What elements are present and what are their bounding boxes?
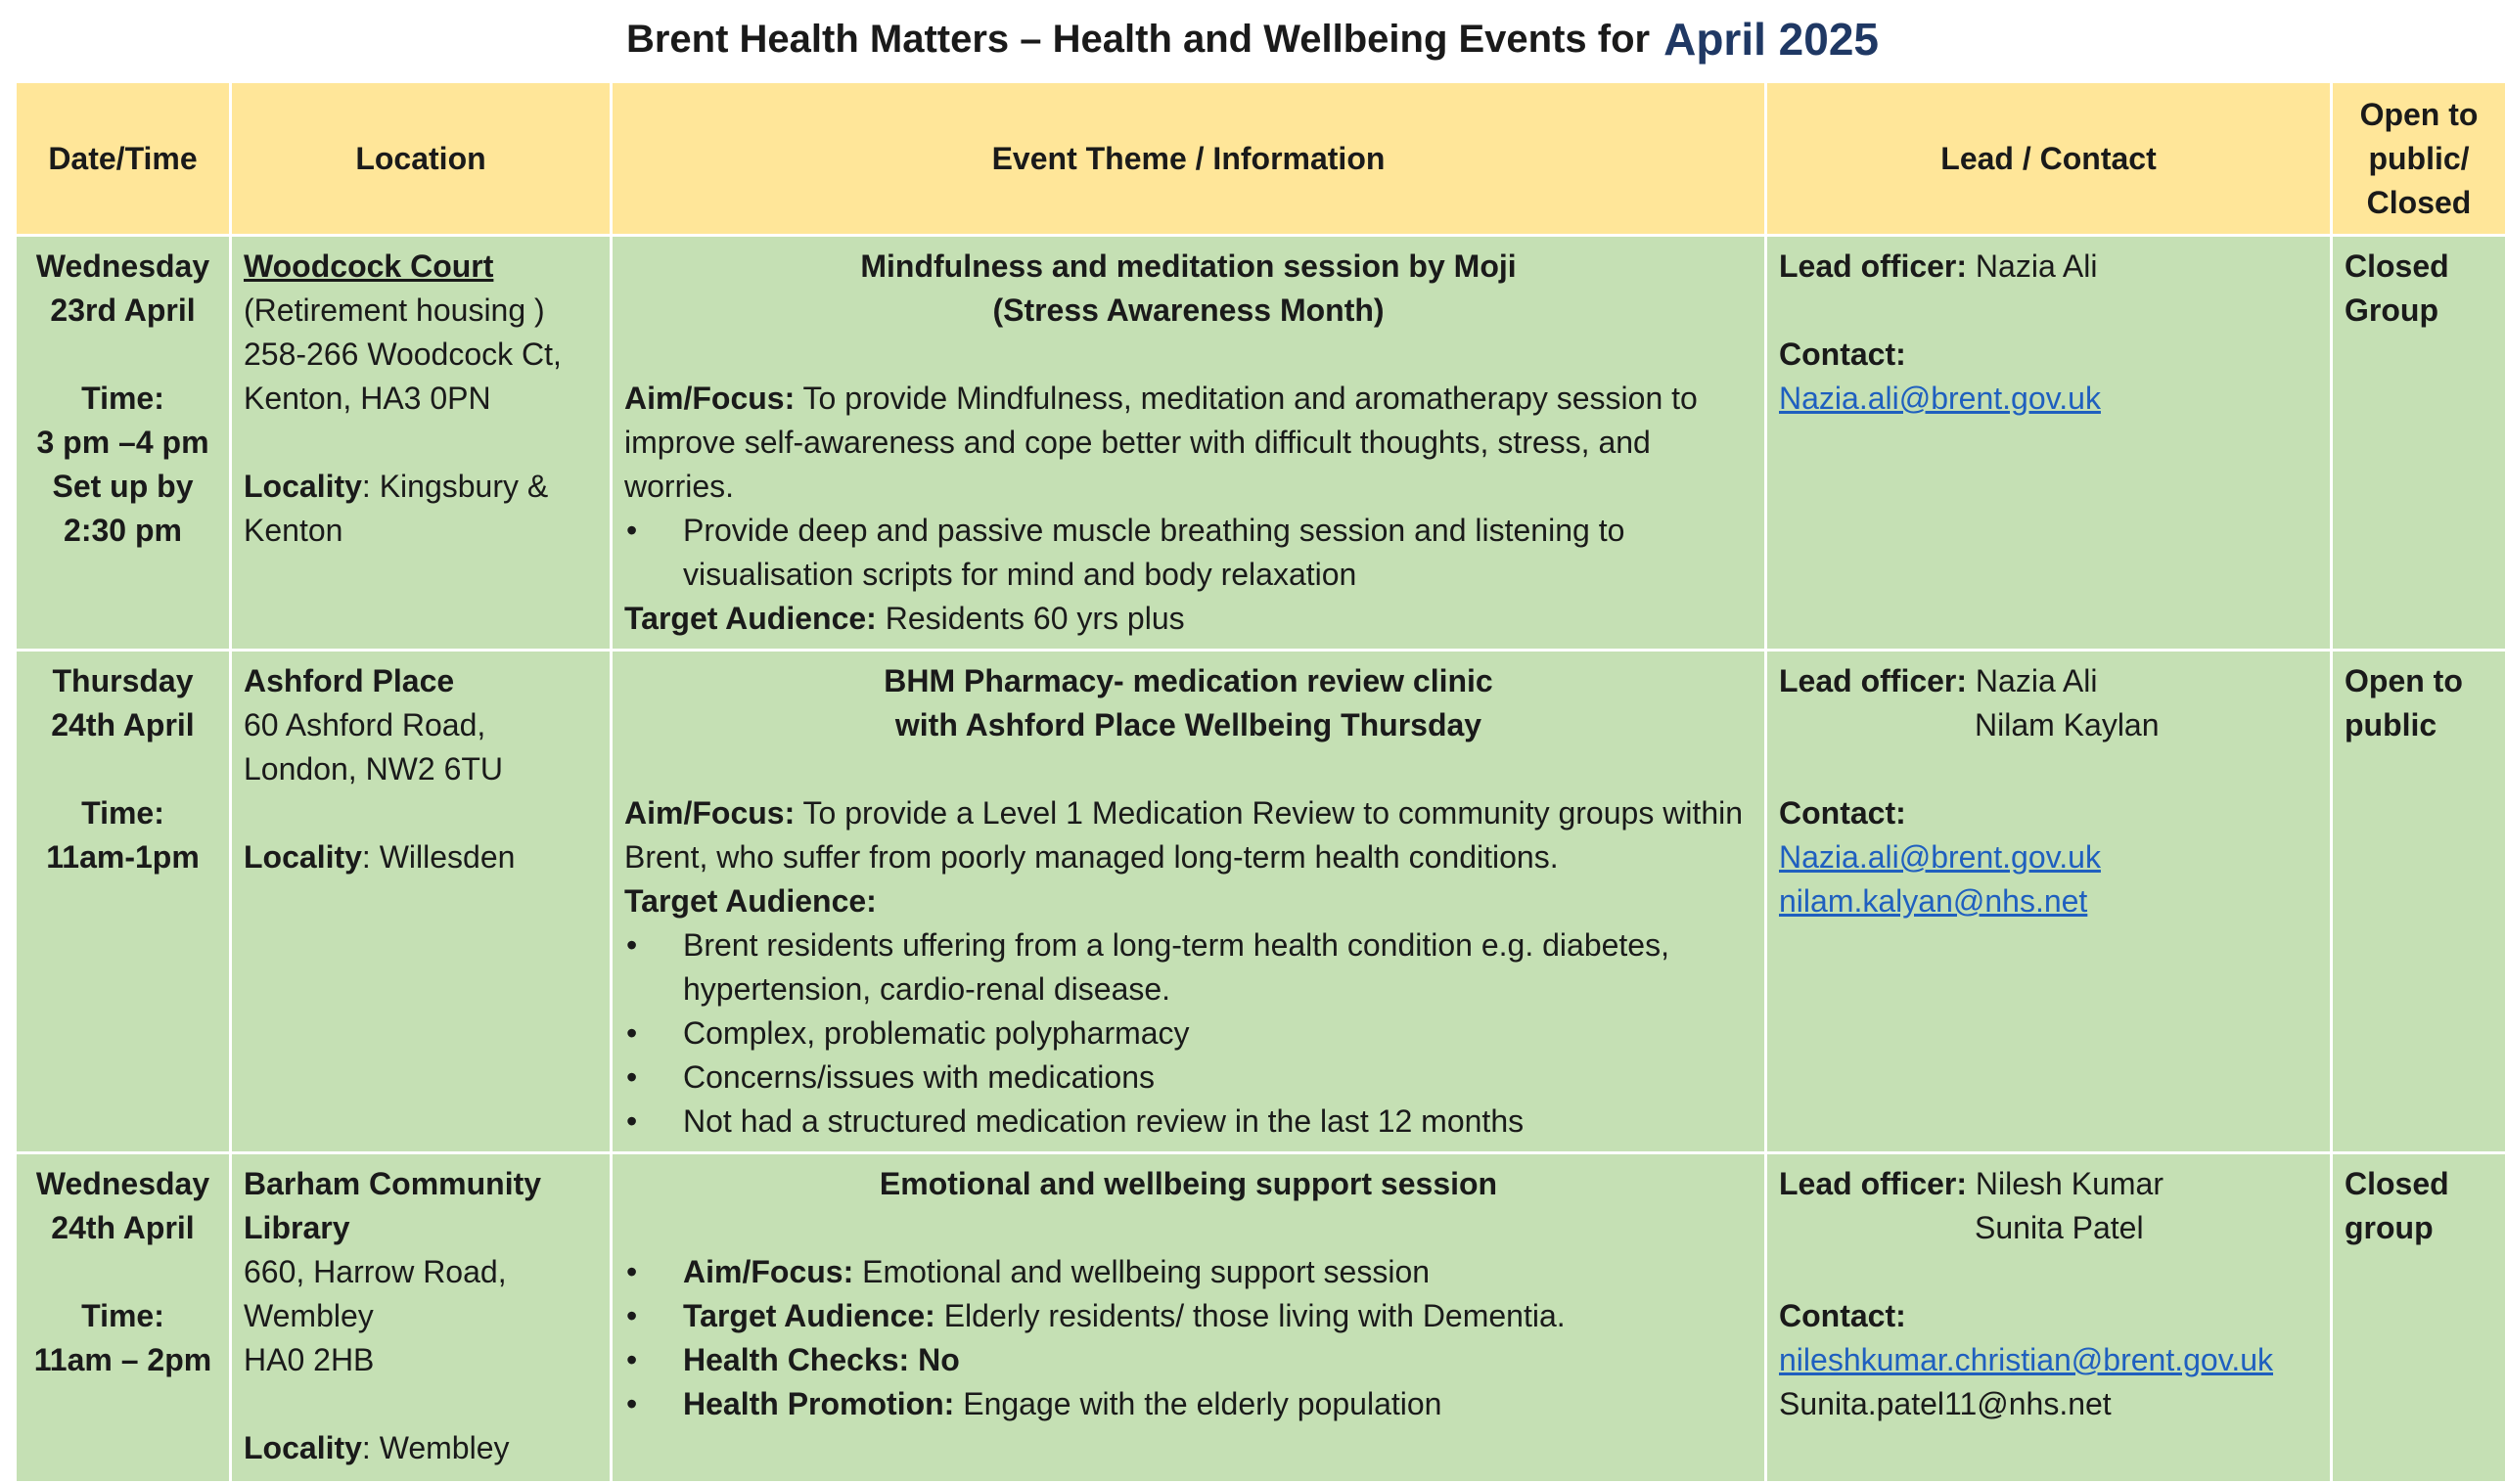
time-value: 11am-1pm	[28, 835, 217, 879]
lead-name: Nazia Ali	[1967, 248, 2097, 284]
date-day: Thursday	[28, 659, 217, 703]
lead-cell	[1766, 1153, 2332, 1483]
aim-label: Aim/Focus:	[624, 381, 795, 416]
table-row	[16, 236, 2505, 651]
table-row	[16, 651, 2505, 1153]
lead-officer	[1779, 1162, 2318, 1206]
address-line: London, NW2 6TU	[244, 747, 598, 791]
location-name: Ashford Place	[244, 659, 598, 703]
location-name-cont: Library	[244, 1206, 598, 1250]
contact-label: Contact:	[1779, 791, 2318, 835]
location-cell	[231, 1153, 612, 1483]
status-line: public	[2345, 703, 2493, 747]
locality-label: Locality	[244, 469, 362, 504]
location-cell	[231, 651, 612, 1153]
locality	[244, 1426, 598, 1470]
status-line: Closed	[2345, 245, 2493, 289]
header-location: Location	[231, 82, 612, 236]
date-day: Wednesday	[28, 1162, 217, 1206]
header-open-line: Open to	[2345, 93, 2493, 137]
status-line: Closed	[2345, 1162, 2493, 1206]
contact-email-link[interactable]: nileshkumar.christian@brent.gov.uk	[1779, 1342, 2273, 1377]
event-bullets	[624, 1250, 1753, 1426]
lead-officer	[1779, 245, 2318, 289]
event-title: Emotional and wellbeing support session	[624, 1162, 1753, 1206]
list-item: • Provide deep and passive muscle breathing session and listening to visualisation scripts for mind and body relaxation	[624, 509, 1753, 597]
event-cell	[612, 236, 1766, 651]
title-highlight: April 2025	[1663, 13, 1879, 66]
event-subtitle: (Stress Awareness Month)	[624, 289, 1753, 333]
aim-label: Aim/Focus:	[624, 795, 795, 831]
target-label: Target Audience:	[624, 601, 877, 636]
time-value: 11am – 2pm	[28, 1338, 217, 1382]
header-lead: Lead / Contact	[1766, 82, 2332, 236]
bullet-text: Elderly residents/ those living with Dementia.	[935, 1298, 1566, 1333]
event-bullets	[624, 509, 1753, 597]
locality	[244, 835, 598, 879]
location-cell	[231, 236, 612, 651]
location-subtitle: (Retirement housing )	[244, 289, 598, 333]
contact-email-text: Sunita.patel11@nhs.net	[1779, 1382, 2318, 1426]
header-date: Date/Time	[16, 82, 231, 236]
lead-name-2: Nilam Kaylan	[1779, 703, 2318, 747]
title-main: Brent Health Matters – Health and Wellbeing Events for	[626, 18, 1650, 62]
locality-value-cont: Kenton	[244, 509, 598, 553]
lead-cell	[1766, 236, 2332, 651]
locality-value: : Kingsbury &	[362, 469, 548, 504]
date-cell	[16, 236, 231, 651]
contact-email-link[interactable]: Nazia.ali@brent.gov.uk	[1779, 381, 2101, 416]
locality	[244, 465, 598, 509]
time-label: Time:	[28, 377, 217, 421]
status-cell	[2332, 651, 2505, 1153]
status-line: Open to	[2345, 659, 2493, 703]
lead-name-2: Sunita Patel	[1779, 1206, 2318, 1250]
lead-officer	[1779, 659, 2318, 703]
header-open	[2332, 82, 2505, 236]
lead-label: Lead officer:	[1779, 663, 1967, 698]
address-line: 258-266 Woodcock Ct,	[244, 333, 598, 377]
status-line: group	[2345, 1206, 2493, 1250]
bullet-label: Aim/Focus:	[683, 1254, 853, 1289]
aim-text: To provide a Level 1 Medication Review to community groups within Brent, who suffer from poorly managed long-term health conditions.	[624, 795, 1743, 875]
contact-label: Contact:	[1779, 333, 2318, 377]
date-date: 23rd April	[28, 289, 217, 333]
events-table	[14, 80, 2505, 1484]
header-open-line: public/	[2345, 137, 2493, 181]
lead-name: Nazia Ali	[1967, 663, 2097, 698]
page-title	[0, 0, 2505, 78]
location-name[interactable]: Woodcock Court	[244, 245, 598, 289]
setup-label: Set up by	[28, 465, 217, 509]
status-cell	[2332, 236, 2505, 651]
event-title: Mindfulness and meditation session by Moji	[624, 245, 1753, 289]
locality-value: : Wembley	[362, 1430, 510, 1465]
locality-label: Locality	[244, 1430, 362, 1465]
locality-value: : Willesden	[362, 839, 516, 875]
time-label: Time:	[28, 791, 217, 835]
location-name: Barham Community	[244, 1162, 598, 1206]
list-item: • Complex, problematic polypharmacy	[624, 1012, 1753, 1056]
event-cell	[612, 651, 1766, 1153]
lead-label: Lead officer:	[1779, 1166, 1967, 1201]
list-item: • Not had a structured medication review in the last 12 months	[624, 1100, 1753, 1144]
event-cell	[612, 1153, 1766, 1483]
date-cell	[16, 1153, 231, 1483]
contact-email-link[interactable]: Nazia.ali@brent.gov.uk	[1779, 839, 2101, 875]
target-label: Target Audience:	[624, 879, 1753, 923]
date-date: 24th April	[28, 703, 217, 747]
time-value: 3 pm –4 pm	[28, 421, 217, 465]
lead-cell	[1766, 651, 2332, 1153]
address-line: 60 Ashford Road,	[244, 703, 598, 747]
date-cell	[16, 651, 231, 1153]
event-subtitle: with Ashford Place Wellbeing Thursday	[624, 703, 1753, 747]
address-line: Wembley	[244, 1294, 598, 1338]
contact-email-link[interactable]: nilam.kalyan@nhs.net	[1779, 883, 2087, 919]
table-row	[16, 1153, 2505, 1483]
address-line: Kenton, HA3 0PN	[244, 377, 598, 421]
status-cell	[2332, 1153, 2505, 1483]
event-bullets	[624, 923, 1753, 1144]
target-text: Residents 60 yrs plus	[877, 601, 1185, 636]
list-item	[624, 1382, 1753, 1426]
address-line: 660, Harrow Road,	[244, 1250, 598, 1294]
setup-time: 2:30 pm	[28, 509, 217, 553]
lead-name: Nilesh Kumar	[1967, 1166, 2163, 1201]
date-date: 24th April	[28, 1206, 217, 1250]
bullet-text: Engage with the elderly population	[954, 1386, 1441, 1421]
contact-label: Contact:	[1779, 1294, 2318, 1338]
list-item	[624, 1294, 1753, 1338]
list-item: • Brent residents uffering from a long-term health condition e.g. diabetes, hypertension, cardio-renal disease.	[624, 923, 1753, 1012]
date-day: Wednesday	[28, 245, 217, 289]
list-item	[624, 1338, 1753, 1382]
locality-label: Locality	[244, 839, 362, 875]
header-open-line: Closed	[2345, 181, 2493, 225]
aim-text: To provide Mindfulness, meditation and aromatherapy session to improve self-awareness and cope better with difficult thoughts, stress, and worries.	[624, 381, 1698, 504]
header-event: Event Theme / Information	[612, 82, 1766, 236]
event-aim	[624, 377, 1753, 509]
event-title: BHM Pharmacy- medication review clinic	[624, 659, 1753, 703]
time-label: Time:	[28, 1294, 217, 1338]
bullet-text: Emotional and wellbeing support session	[853, 1254, 1430, 1289]
status-line: Group	[2345, 289, 2493, 333]
header-row	[16, 82, 2505, 236]
list-item	[624, 1250, 1753, 1294]
bullet-label: Target Audience:	[683, 1298, 935, 1333]
lead-label: Lead officer:	[1779, 248, 1967, 284]
address-line: HA0 2HB	[244, 1338, 598, 1382]
event-target	[624, 597, 1753, 641]
event-aim	[624, 791, 1753, 879]
list-item: • Concerns/issues with medications	[624, 1056, 1753, 1100]
bullet-label: Health Checks: No	[683, 1342, 960, 1377]
bullet-label: Health Promotion:	[683, 1386, 954, 1421]
